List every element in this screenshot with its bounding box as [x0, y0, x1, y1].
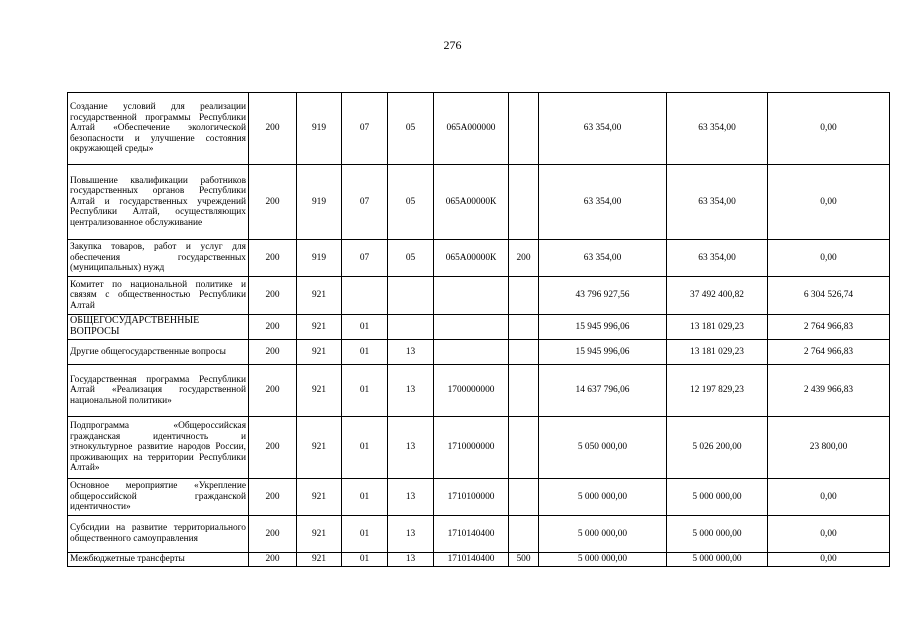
cell-code — [434, 277, 509, 315]
table-row — [68, 165, 890, 240]
cell-code: 919 — [297, 93, 342, 165]
cell-code: 1700000000 — [434, 365, 509, 417]
cell-amount: 2 764 966,83 — [768, 315, 890, 340]
row-name: Другие общегосударственные вопросы — [68, 340, 249, 365]
cell-code: 921 — [297, 516, 342, 553]
page-number: 276 — [443, 38, 462, 52]
cell-code — [509, 93, 539, 165]
row-name: Создание условий для реализации государственной программы Республики Алтай «Обеспечение экологической безопасности и улучшение состояния окружающей среды» — [68, 93, 249, 165]
cell-code: 921 — [297, 277, 342, 315]
row-name: Основное мероприятие «Укрепление общероссийской гражданской идентичности» — [68, 479, 249, 516]
cell-code: 921 — [297, 365, 342, 417]
table-row — [68, 553, 890, 567]
cell-amount: 12 197 829,23 — [667, 365, 768, 417]
cell-code — [509, 516, 539, 553]
cell-code — [509, 277, 539, 315]
cell-code: 01 — [342, 340, 388, 365]
table-row — [68, 340, 890, 365]
cell-code: 07 — [342, 165, 388, 240]
row-name: Подпрограмма «Общероссийская гражданская идентичность и этнокультурное развитие народов России, проживающих на территории Республики Алтай» — [68, 417, 249, 479]
cell-code: 919 — [297, 165, 342, 240]
row-name: Комитет по национальной политике и связям с общественностью Республики Алтай — [68, 277, 249, 315]
cell-code — [509, 365, 539, 417]
cell-amount: 0,00 — [768, 516, 890, 553]
cell-amount: 63 354,00 — [667, 240, 768, 277]
table-row — [68, 365, 890, 417]
cell-amount: 15 945 996,06 — [539, 340, 667, 365]
cell-code: 200 — [249, 479, 297, 516]
cell-code — [509, 340, 539, 365]
cell-code: 13 — [388, 516, 434, 553]
cell-code: 1710140400 — [434, 516, 509, 553]
cell-amount: 63 354,00 — [667, 93, 768, 165]
row-name: Межбюджетные трансферты — [68, 553, 249, 567]
cell-code: 13 — [388, 553, 434, 567]
table-row — [68, 277, 890, 315]
row-name: Субсидии на развитие территориального общественного самоуправления — [68, 516, 249, 553]
cell-code: 200 — [249, 165, 297, 240]
cell-code: 07 — [342, 240, 388, 277]
cell-code: 200 — [249, 240, 297, 277]
cell-code: 200 — [249, 277, 297, 315]
cell-amount: 0,00 — [768, 479, 890, 516]
cell-amount: 37 492 400,82 — [667, 277, 768, 315]
row-name: Государственная программа Республики Алтай «Реализация государственной национальной политики» — [68, 365, 249, 417]
cell-amount: 23 800,00 — [768, 417, 890, 479]
table-row — [68, 479, 890, 516]
cell-code — [509, 417, 539, 479]
cell-amount: 5 000 000,00 — [667, 479, 768, 516]
cell-amount: 63 354,00 — [539, 165, 667, 240]
table-row — [68, 417, 890, 479]
cell-code — [509, 165, 539, 240]
cell-code: 200 — [249, 553, 297, 567]
cell-code: 13 — [388, 365, 434, 417]
table-row — [68, 516, 890, 553]
cell-code: 13 — [388, 417, 434, 479]
cell-code: 500 — [509, 553, 539, 567]
cell-code: 01 — [342, 365, 388, 417]
cell-amount: 63 354,00 — [667, 165, 768, 240]
cell-code — [388, 315, 434, 340]
row-name: ОБЩЕГОСУДАРСТВЕННЫЕ ВОПРОСЫ — [68, 315, 249, 340]
cell-amount: 5 026 200,00 — [667, 417, 768, 479]
cell-amount: 43 796 927,56 — [539, 277, 667, 315]
cell-code: 921 — [297, 479, 342, 516]
cell-code — [434, 315, 509, 340]
cell-code: 921 — [297, 417, 342, 479]
cell-code: 200 — [249, 365, 297, 417]
cell-amount: 0,00 — [768, 553, 890, 567]
cell-amount: 5 000 000,00 — [667, 553, 768, 567]
table-row — [68, 315, 890, 340]
cell-code: 921 — [297, 340, 342, 365]
row-name: Повышение квалификации работников государственных органов Республики Алтай и государственных учреждений Республики Алтай, осуществляющих централизованное обслуживание — [68, 165, 249, 240]
cell-code: 07 — [342, 93, 388, 165]
row-name: Закупка товаров, работ и услуг для обеспечения государственных (муниципальных) нужд — [68, 240, 249, 277]
cell-code: 200 — [249, 340, 297, 365]
cell-code: 921 — [297, 553, 342, 567]
cell-code: 1710000000 — [434, 417, 509, 479]
cell-amount: 2 439 966,83 — [768, 365, 890, 417]
cell-code: 05 — [388, 93, 434, 165]
table-row — [68, 240, 890, 277]
cell-amount: 5 000 000,00 — [539, 553, 667, 567]
cell-code: 200 — [249, 417, 297, 479]
cell-code: 01 — [342, 516, 388, 553]
cell-code: 01 — [342, 553, 388, 567]
cell-code: 01 — [342, 417, 388, 479]
table-row — [68, 93, 890, 165]
cell-amount: 2 764 966,83 — [768, 340, 890, 365]
cell-code — [509, 479, 539, 516]
cell-code: 01 — [342, 315, 388, 340]
cell-code: 200 — [249, 315, 297, 340]
cell-amount: 5 050 000,00 — [539, 417, 667, 479]
cell-code: 13 — [388, 340, 434, 365]
cell-code: 1710100000 — [434, 479, 509, 516]
cell-code — [342, 277, 388, 315]
cell-amount: 13 181 029,23 — [667, 315, 768, 340]
cell-code: 200 — [249, 516, 297, 553]
cell-code: 1710140400 — [434, 553, 509, 567]
cell-code — [509, 315, 539, 340]
cell-amount: 6 304 526,74 — [768, 277, 890, 315]
cell-code: 01 — [342, 479, 388, 516]
cell-amount: 13 181 029,23 — [667, 340, 768, 365]
cell-code: 919 — [297, 240, 342, 277]
cell-code: 13 — [388, 479, 434, 516]
budget-table — [67, 92, 890, 567]
cell-code: 200 — [249, 93, 297, 165]
cell-amount: 0,00 — [768, 165, 890, 240]
cell-amount: 63 354,00 — [539, 240, 667, 277]
cell-amount: 0,00 — [768, 240, 890, 277]
cell-amount: 5 000 000,00 — [667, 516, 768, 553]
cell-code — [388, 277, 434, 315]
cell-code — [434, 340, 509, 365]
cell-code: 065А00000К — [434, 240, 509, 277]
cell-amount: 5 000 000,00 — [539, 479, 667, 516]
cell-code: 065А000000 — [434, 93, 509, 165]
cell-amount: 5 000 000,00 — [539, 516, 667, 553]
cell-code: 065А00000К — [434, 165, 509, 240]
cell-code: 05 — [388, 165, 434, 240]
cell-code: 200 — [509, 240, 539, 277]
cell-amount: 15 945 996,06 — [539, 315, 667, 340]
cell-amount: 63 354,00 — [539, 93, 667, 165]
cell-code: 921 — [297, 315, 342, 340]
cell-code: 05 — [388, 240, 434, 277]
cell-amount: 14 637 796,06 — [539, 365, 667, 417]
cell-amount: 0,00 — [768, 93, 890, 165]
